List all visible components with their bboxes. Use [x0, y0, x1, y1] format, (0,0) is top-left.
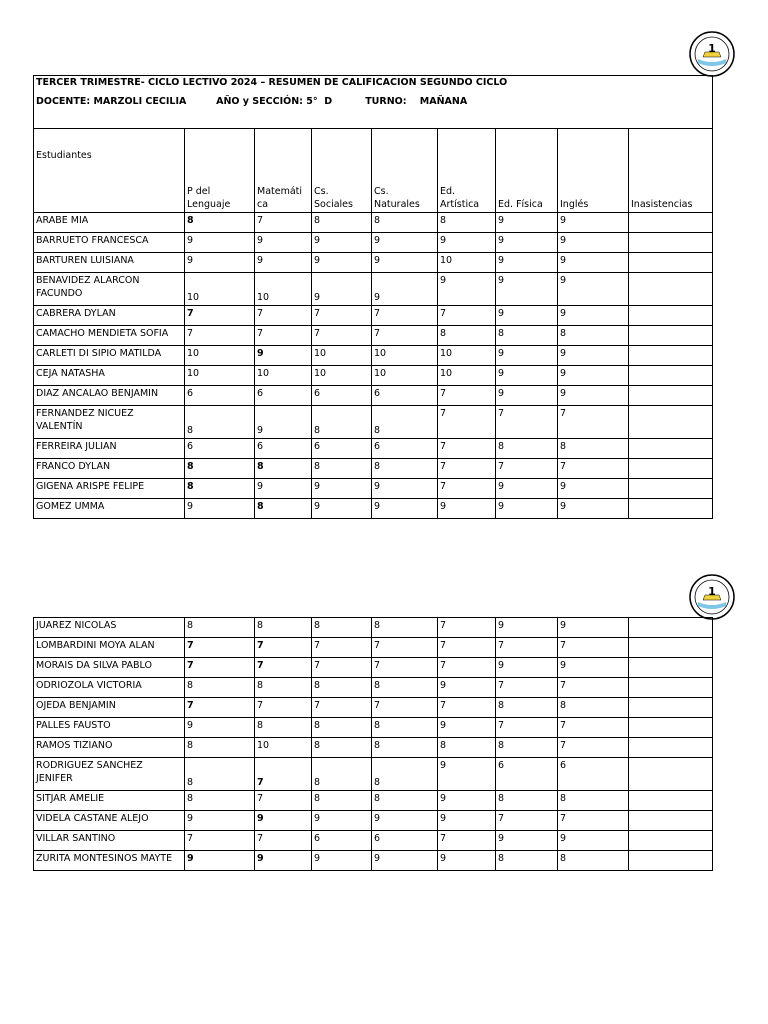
absences-cell: [629, 346, 713, 366]
grade-cell: 8: [255, 718, 312, 738]
grade-cell: 10: [312, 346, 372, 366]
report-title: TERCER TRIMESTRE- CICLO LECTIVO 2024 – RESUMEN DE CALIFICACION SEGUNDO CICLO: [36, 77, 508, 88]
grade-cell: 9: [372, 233, 438, 253]
grade-cell: 9: [185, 253, 255, 273]
grade-cell: 9: [496, 306, 558, 326]
grade-cell: 8: [372, 718, 438, 738]
student-name: GIGENA ARISPE FELIPE: [34, 479, 185, 499]
absences-cell: [629, 791, 713, 811]
grade-cell: 9: [372, 273, 438, 306]
col-header-inasistencias: Inasistencias: [629, 129, 713, 213]
col-header-matematica: Matemáti ca: [255, 129, 312, 213]
grade-cell: 7: [255, 698, 312, 718]
grade-cell: 9: [438, 233, 496, 253]
student-name: GOMEZ UMMA: [34, 499, 185, 519]
table-row: [34, 479, 713, 499]
grade-cell: 9: [312, 233, 372, 253]
grade-cell: 8: [185, 618, 255, 638]
grade-cell: 7: [438, 306, 496, 326]
grade-cell: 9: [372, 479, 438, 499]
table-row: [34, 346, 713, 366]
table-row: [34, 406, 713, 439]
grade-cell: 9: [558, 346, 629, 366]
grade-cell: 8: [558, 326, 629, 346]
grade-cell: 10: [185, 366, 255, 386]
absences-cell: [629, 698, 713, 718]
table-row: [34, 638, 713, 658]
grade-cell: 9: [438, 791, 496, 811]
grade-cell: 7: [312, 658, 372, 678]
student-name: FRANCO DYLAN: [34, 459, 185, 479]
table-row: [34, 439, 713, 459]
grade-cell: 9: [312, 273, 372, 306]
table-row: [34, 718, 713, 738]
grade-cell: 7: [255, 213, 312, 233]
grade-cell: 7: [438, 459, 496, 479]
grade-cell: 9: [496, 386, 558, 406]
grade-cell: 9: [255, 346, 312, 366]
grade-cell: 7: [496, 718, 558, 738]
grade-cell: 9: [558, 233, 629, 253]
table-row: [34, 738, 713, 758]
grade-cell: 9: [255, 233, 312, 253]
grade-cell: 8: [185, 479, 255, 499]
grade-cell: 8: [312, 678, 372, 698]
grade-cell: 6: [312, 439, 372, 459]
absences-cell: [629, 499, 713, 519]
grade-cell: 9: [372, 851, 438, 871]
grade-cell: 8: [255, 499, 312, 519]
col-header-fisica: Ed. Física: [496, 129, 558, 213]
table-row: [34, 811, 713, 831]
grade-cell: 7: [558, 811, 629, 831]
col-header-ingles: Inglés: [558, 129, 629, 213]
table-row: [34, 658, 713, 678]
table-row: [34, 386, 713, 406]
grade-cell: 7: [372, 698, 438, 718]
grade-cell: 10: [312, 366, 372, 386]
grade-cell: 8: [312, 791, 372, 811]
grade-cell: 9: [185, 851, 255, 871]
table-row: [34, 366, 713, 386]
section-label: AÑO y SECCIÓN: 5° D: [216, 96, 333, 107]
student-name: BENAVIDEZ ALARCON FACUNDO: [34, 273, 185, 306]
grade-cell: 9: [558, 213, 629, 233]
grade-cell: 8: [496, 738, 558, 758]
student-name: MORAIS DA SILVA PABLO: [34, 658, 185, 678]
student-name: ZURITA MONTESINOS MAYTE: [34, 851, 185, 871]
grade-cell: 7: [496, 638, 558, 658]
grade-cell: 7: [312, 326, 372, 346]
table-row: [34, 831, 713, 851]
grade-cell: 9: [312, 479, 372, 499]
grade-cell: 6: [185, 386, 255, 406]
grade-cell: 9: [558, 273, 629, 306]
grade-cell: 8: [438, 326, 496, 346]
grade-cell: 7: [558, 678, 629, 698]
grade-cell: 9: [558, 658, 629, 678]
student-name: DIAZ ANCALAO BENJAMIN: [34, 386, 185, 406]
grade-cell: 7: [438, 698, 496, 718]
student-name: FERREIRA JULIAN: [34, 439, 185, 459]
grade-cell: 9: [558, 253, 629, 273]
grade-cell: 10: [438, 366, 496, 386]
grade-cell: 8: [185, 459, 255, 479]
grade-cell: 7: [185, 698, 255, 718]
grade-cell: 8: [185, 738, 255, 758]
grade-cell: 9: [438, 718, 496, 738]
student-name: BARTUREN LUISIANA: [34, 253, 185, 273]
student-name: FERNANDEZ NICUEZ VALENTÍN: [34, 406, 185, 439]
grade-cell: 7: [438, 479, 496, 499]
grade-cell: 8: [312, 406, 372, 439]
absences-cell: [629, 253, 713, 273]
grade-cell: 7: [312, 638, 372, 658]
grade-cell: 8: [185, 758, 255, 791]
grade-cell: 9: [438, 758, 496, 791]
grade-cell: 8: [255, 459, 312, 479]
grades-table-1: [33, 75, 713, 519]
grade-cell: 9: [185, 811, 255, 831]
grade-cell: 9: [496, 366, 558, 386]
grade-cell: 9: [558, 831, 629, 851]
grade-cell: 8: [372, 213, 438, 233]
table-2-body: [34, 618, 713, 871]
table-row: [34, 233, 713, 253]
grade-cell: 6: [255, 439, 312, 459]
table-row: [34, 499, 713, 519]
grade-cell: 7: [558, 406, 629, 439]
col-header-artistica: Ed. Artística: [438, 129, 496, 213]
grade-cell: 9: [438, 678, 496, 698]
grade-cell: 9: [558, 499, 629, 519]
student-name: VILLAR SANTINO: [34, 831, 185, 851]
grade-cell: 7: [185, 638, 255, 658]
absences-cell: [629, 406, 713, 439]
student-name: CABRERA DYLAN: [34, 306, 185, 326]
grade-cell: 9: [496, 831, 558, 851]
col-header-lenguaje: P del Lenguaje: [185, 129, 255, 213]
table-row: [34, 851, 713, 871]
grade-cell: 8: [372, 738, 438, 758]
col-header-naturales: Cs. Naturales: [372, 129, 438, 213]
grade-cell: 7: [558, 638, 629, 658]
grade-cell: 9: [185, 233, 255, 253]
grade-cell: 9: [312, 499, 372, 519]
table-row: [34, 758, 713, 791]
grade-cell: 10: [372, 346, 438, 366]
svg-text:1: 1: [708, 42, 716, 55]
grade-cell: 7: [185, 658, 255, 678]
absences-cell: [629, 758, 713, 791]
student-name: CEJA NATASHA: [34, 366, 185, 386]
grade-cell: 8: [496, 439, 558, 459]
grade-cell: 7: [255, 791, 312, 811]
col-header-sociales: Cs. Sociales: [312, 129, 372, 213]
grade-cell: 7: [372, 638, 438, 658]
grade-cell: 6: [558, 758, 629, 791]
student-name: CAMACHO MENDIETA SOFIA: [34, 326, 185, 346]
absences-cell: [629, 678, 713, 698]
table-row: [34, 326, 713, 346]
grade-cell: 9: [312, 811, 372, 831]
teacher-label: DOCENTE: MARZOLI CECILIA: [36, 96, 187, 107]
grade-cell: 9: [372, 811, 438, 831]
svg-text:1: 1: [708, 585, 716, 598]
grade-cell: 6: [372, 439, 438, 459]
grade-cell: 7: [372, 306, 438, 326]
table-row: [34, 678, 713, 698]
absences-cell: [629, 831, 713, 851]
grade-cell: 7: [496, 811, 558, 831]
table-row: [34, 253, 713, 273]
grade-cell: 7: [255, 326, 312, 346]
grade-cell: 9: [558, 618, 629, 638]
grade-cell: 8: [312, 738, 372, 758]
absences-cell: [629, 618, 713, 638]
grade-cell: 7: [496, 459, 558, 479]
table-row: [34, 618, 713, 638]
grade-cell: 8: [185, 791, 255, 811]
grade-cell: 8: [372, 758, 438, 791]
grade-cell: 7: [185, 306, 255, 326]
absences-cell: [629, 326, 713, 346]
grade-cell: 7: [496, 406, 558, 439]
grade-cell: 8: [312, 718, 372, 738]
grade-cell: 8: [185, 213, 255, 233]
grade-cell: 9: [558, 306, 629, 326]
student-name: PALLES FAUSTO: [34, 718, 185, 738]
grade-cell: 7: [255, 306, 312, 326]
grade-cell: 10: [372, 366, 438, 386]
student-name: ARABE MIA: [34, 213, 185, 233]
absences-cell: [629, 459, 713, 479]
grade-cell: 6: [312, 386, 372, 406]
grade-cell: 8: [185, 406, 255, 439]
grade-cell: 9: [496, 233, 558, 253]
student-name: OJEDA BENJAMIN: [34, 698, 185, 718]
grade-cell: 9: [496, 346, 558, 366]
grade-cell: 7: [185, 831, 255, 851]
grade-cell: 8: [496, 791, 558, 811]
student-name: BARRUETO FRANCESCA: [34, 233, 185, 253]
grade-cell: 10: [438, 346, 496, 366]
grade-cell: 9: [496, 273, 558, 306]
grade-cell: 6: [255, 386, 312, 406]
absences-cell: [629, 233, 713, 253]
grade-cell: 9: [438, 273, 496, 306]
grade-cell: 7: [438, 406, 496, 439]
col-header-students: Estudiantes: [34, 129, 185, 213]
student-name: JUAREZ NICOLAS: [34, 618, 185, 638]
grade-cell: 9: [496, 658, 558, 678]
grade-cell: 8: [558, 698, 629, 718]
grade-cell: 7: [438, 658, 496, 678]
grade-cell: 6: [372, 831, 438, 851]
table-row: [34, 306, 713, 326]
grade-cell: 8: [312, 213, 372, 233]
grade-cell: 7: [558, 718, 629, 738]
grade-cell: 6: [185, 439, 255, 459]
school-logo-icon-2: [689, 574, 735, 620]
table-row: [34, 459, 713, 479]
grade-cell: 10: [185, 346, 255, 366]
grade-cell: 8: [496, 698, 558, 718]
grade-cell: 8: [255, 678, 312, 698]
grade-cell: 8: [558, 791, 629, 811]
grade-cell: 7: [185, 326, 255, 346]
absences-cell: [629, 213, 713, 233]
grade-cell: 9: [496, 618, 558, 638]
grade-cell: 7: [438, 831, 496, 851]
grade-cell: 7: [438, 638, 496, 658]
absences-cell: [629, 718, 713, 738]
grade-cell: 9: [255, 479, 312, 499]
grade-cell: 7: [255, 638, 312, 658]
grade-cell: 9: [372, 499, 438, 519]
grade-cell: 8: [438, 738, 496, 758]
column-header-row: [34, 129, 713, 213]
absences-cell: [629, 306, 713, 326]
grade-cell: 7: [496, 678, 558, 698]
absences-cell: [629, 658, 713, 678]
student-name: SITJAR AMELIE: [34, 791, 185, 811]
shift-label: TURNO: MAÑANA: [365, 96, 468, 107]
grade-cell: 6: [496, 758, 558, 791]
grade-cell: 9: [438, 851, 496, 871]
absences-cell: [629, 366, 713, 386]
grade-cell: 10: [438, 253, 496, 273]
grade-cell: 9: [255, 811, 312, 831]
grade-cell: 9: [558, 386, 629, 406]
absences-cell: [629, 273, 713, 306]
absences-cell: [629, 439, 713, 459]
grade-cell: 8: [185, 678, 255, 698]
grade-cell: 9: [438, 499, 496, 519]
grades-table-2: [33, 617, 713, 871]
table-row: [34, 273, 713, 306]
grade-cell: 10: [255, 366, 312, 386]
absences-cell: [629, 479, 713, 499]
grade-cell: 7: [438, 439, 496, 459]
grade-cell: 7: [558, 738, 629, 758]
grade-cell: 8: [372, 459, 438, 479]
table-row: [34, 791, 713, 811]
grade-cell: 7: [372, 658, 438, 678]
table-row: [34, 698, 713, 718]
table-1-body: [34, 213, 713, 519]
grade-cell: 8: [438, 213, 496, 233]
grade-cell: 8: [312, 618, 372, 638]
table-row: [34, 213, 713, 233]
grade-cell: 8: [372, 678, 438, 698]
grade-cell: 9: [255, 253, 312, 273]
student-name: ODRIOZOLA VICTORIA: [34, 678, 185, 698]
grade-cell: 10: [255, 738, 312, 758]
grade-cell: 8: [496, 326, 558, 346]
grade-cell: 7: [312, 306, 372, 326]
grade-cell: 9: [438, 811, 496, 831]
grade-cell: 8: [372, 791, 438, 811]
grade-cell: 8: [558, 439, 629, 459]
absences-cell: [629, 638, 713, 658]
absences-cell: [629, 386, 713, 406]
grade-cell: 8: [496, 851, 558, 871]
student-name: LOMBARDINI MOYA ALAN: [34, 638, 185, 658]
grade-cell: 6: [312, 831, 372, 851]
grade-cell: 6: [372, 386, 438, 406]
absences-cell: [629, 851, 713, 871]
student-name: RAMOS TIZIANO: [34, 738, 185, 758]
grade-cell: 9: [312, 253, 372, 273]
grade-cell: 8: [372, 618, 438, 638]
grade-cell: 10: [185, 273, 255, 306]
grade-cell: 9: [558, 366, 629, 386]
grade-cell: 9: [255, 851, 312, 871]
student-name: CARLETI DI SIPIO MATILDA: [34, 346, 185, 366]
grade-cell: 7: [438, 386, 496, 406]
grade-cell: 9: [312, 851, 372, 871]
absences-cell: [629, 811, 713, 831]
grade-cell: 7: [255, 658, 312, 678]
grade-cell: 9: [496, 253, 558, 273]
grade-cell: 9: [558, 479, 629, 499]
grade-cell: 9: [496, 499, 558, 519]
grade-cell: 8: [312, 459, 372, 479]
grade-cell: 9: [496, 479, 558, 499]
school-logo-icon: [689, 31, 735, 77]
grade-cell: 9: [496, 213, 558, 233]
report-header: [34, 76, 713, 129]
grade-cell: 8: [558, 851, 629, 871]
grade-cell: 7: [372, 326, 438, 346]
grade-cell: 8: [312, 758, 372, 791]
student-name: RODRIGUEZ SANCHEZ JENIFER: [34, 758, 185, 791]
absences-cell: [629, 738, 713, 758]
report-subheader: [36, 95, 710, 108]
grade-cell: 9: [255, 406, 312, 439]
grade-cell: 7: [558, 459, 629, 479]
grade-cell: 8: [372, 406, 438, 439]
grade-cell: 7: [312, 698, 372, 718]
grade-cell: 7: [255, 758, 312, 791]
grade-cell: 9: [372, 253, 438, 273]
grade-cell: 10: [255, 273, 312, 306]
grade-cell: 7: [438, 618, 496, 638]
grade-cell: 9: [185, 718, 255, 738]
student-name: VIDELA CASTANE ALEJO: [34, 811, 185, 831]
grade-cell: 7: [255, 831, 312, 851]
grade-cell: 8: [255, 618, 312, 638]
grade-cell: 9: [185, 499, 255, 519]
